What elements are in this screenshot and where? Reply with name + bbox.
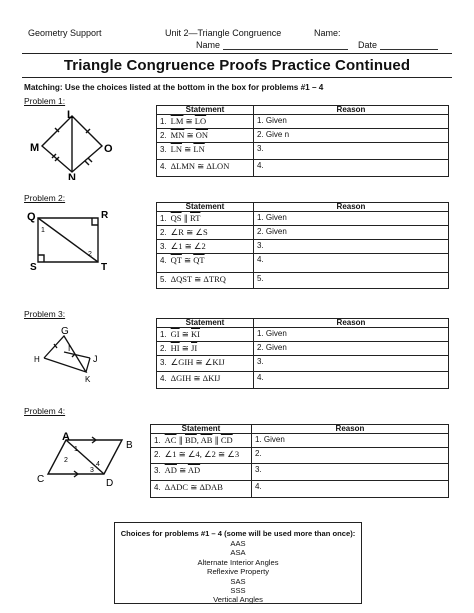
problem-2-table — [156, 202, 449, 289]
choice-item: Alternate Interior Angles — [197, 557, 279, 567]
figure-label: K — [85, 375, 91, 384]
table-header-row — [157, 319, 449, 328]
choice-item: AAS — [230, 539, 246, 548]
figure-label: C — [37, 474, 45, 485]
step-number: 1. — [160, 330, 167, 339]
reason-cell[interactable]: 2. Given — [254, 226, 449, 240]
step-number: 2. — [154, 450, 161, 459]
problem-2-label: Problem 2: — [24, 193, 66, 203]
statement-cell — [151, 481, 252, 498]
problem-1-figure — [24, 108, 120, 180]
statement-cell — [157, 372, 254, 389]
statement-text: ≅ — [176, 465, 188, 475]
name-field[interactable] — [196, 40, 348, 50]
date-blank[interactable] — [380, 49, 438, 50]
segment-name: $\overline{AD}$ — [187, 465, 201, 475]
segment-name: $\overline{AB}$ — [200, 435, 213, 445]
step-number: 3. — [154, 466, 161, 475]
statement-text: ≅ — [182, 144, 194, 154]
statement-text: ΔLMN ≅ ΔLON — [170, 161, 230, 171]
segment-name: $\overline{GI}$ — [170, 329, 180, 339]
figure-label: N — [68, 172, 76, 180]
statement-text: ΔQST ≅ ΔTRQ — [170, 274, 226, 284]
statement-text: ≅ — [179, 329, 192, 339]
problem-4-figure — [30, 430, 142, 492]
table-row — [157, 129, 449, 143]
step-number: 2. — [160, 228, 167, 237]
step-number: 2. — [160, 344, 167, 353]
reason-cell[interactable]: 4. — [254, 372, 449, 389]
problem-4-label: Problem 4: — [24, 406, 66, 416]
statement-cell — [151, 434, 252, 448]
reason-cell[interactable]: 3. — [254, 143, 449, 160]
choice-item: SAS — [230, 576, 246, 586]
figure-label: S — [30, 262, 37, 272]
table-row — [157, 115, 449, 129]
choice-item: SSS — [230, 586, 246, 596]
figure-label: 1 — [74, 446, 78, 453]
statement-cell — [157, 254, 254, 273]
statement-cell — [151, 464, 252, 481]
reason-cell[interactable]: 2. Given — [254, 342, 449, 356]
statement-text: ∠1 ≅ ∠2 — [170, 241, 206, 251]
choice-item: Reflexive Property — [206, 567, 270, 577]
segment-name: $\overline{AD}$ — [164, 465, 177, 475]
page-title: Triangle Congruence Proofs Practice Continued — [63, 57, 411, 74]
table-row — [157, 356, 449, 372]
figure-label: 4 — [96, 461, 100, 468]
reason-cell[interactable]: 2. — [252, 448, 449, 464]
figure-label: O — [104, 143, 113, 155]
reason-cell[interactable]: 3. — [254, 240, 449, 254]
table-row — [157, 160, 449, 177]
statement-header: Statement — [157, 203, 254, 212]
statement-text: ∠GIH ≅ ∠KIJ — [170, 357, 225, 367]
statement-cell — [157, 273, 254, 289]
course-name: Geometry Support — [28, 28, 102, 38]
statement-text: ∥ — [181, 213, 191, 223]
step-number: 4. — [160, 162, 167, 171]
statement-cell — [157, 226, 254, 240]
choice-item: ASA — [230, 548, 246, 558]
step-number: 1. — [154, 436, 161, 445]
figure-label: Q — [27, 211, 36, 223]
statement-text: ≅ — [184, 130, 196, 140]
statement-text: ∠R ≅ ∠S — [170, 227, 208, 237]
name-blank[interactable] — [223, 49, 348, 50]
problem-4-table — [150, 424, 449, 498]
statement-header: Statement — [157, 319, 254, 328]
choices-box — [114, 522, 362, 604]
statement-cell — [151, 448, 252, 464]
problem-3-label: Problem 3: — [24, 309, 66, 319]
figure-label: D — [106, 478, 114, 489]
table-row — [157, 328, 449, 342]
segment-name: $\overline{ON}$ — [195, 130, 209, 140]
step-number: 4. — [154, 483, 161, 492]
table-row — [157, 143, 449, 160]
step-number: 1. — [160, 117, 167, 126]
table-row — [157, 342, 449, 356]
reason-header: Reason — [254, 203, 449, 212]
reason-cell[interactable]: 1. Given — [254, 115, 449, 129]
figure-label: 2 — [88, 251, 92, 258]
segment-name: $\overline{MN}$ — [170, 130, 185, 140]
name-label: Name — [196, 40, 221, 50]
table-row — [151, 464, 449, 481]
segment-name: $\overline{BD}$ — [184, 435, 197, 445]
segment-name: $\overline{QT}$ — [193, 255, 205, 265]
statement-text: ≅ — [181, 255, 194, 265]
reason-cell[interactable]: 3. — [252, 464, 449, 481]
table-row — [157, 372, 449, 389]
segment-name: $\overline{LO}$ — [194, 116, 207, 126]
step-number: 4. — [160, 374, 167, 383]
problem-3-figure — [32, 324, 104, 386]
reason-header: Reason — [254, 106, 449, 115]
reason-header: Reason — [252, 425, 449, 434]
table-row — [157, 254, 449, 273]
statement-text: , — [196, 435, 201, 445]
step-number: 1. — [160, 214, 167, 223]
segment-name: $\overline{AC}$ — [164, 435, 177, 445]
statement-cell — [157, 160, 254, 177]
step-number: 3. — [160, 242, 167, 251]
figure-label: 3 — [90, 467, 94, 474]
figure-label: A — [62, 431, 70, 443]
table-row — [151, 434, 449, 448]
table-header-row — [151, 425, 449, 434]
problem-1-table — [156, 105, 449, 177]
date-label: Date — [358, 40, 378, 50]
statement-cell — [157, 328, 254, 342]
segment-name: $\overline{RT}$ — [190, 213, 201, 223]
problem-3-table — [156, 318, 449, 389]
segment-name: $\overline{HI}$ — [170, 343, 180, 353]
table-row — [157, 226, 449, 240]
step-number: 5. — [160, 275, 167, 284]
reason-cell[interactable]: 1. Given — [254, 328, 449, 342]
figure-label: 1 — [41, 227, 45, 234]
figure-label: J — [93, 354, 98, 364]
date-field[interactable] — [358, 40, 438, 50]
step-number: 3. — [160, 358, 167, 367]
statement-text: ∥ — [176, 435, 185, 445]
instructions: Matching: Use the choices listed at the bottom in the box for problems #1 – 4 — [24, 83, 324, 92]
table-row — [151, 448, 449, 464]
reason-cell[interactable]: 4. — [254, 160, 449, 177]
reason-cell[interactable]: 1. Given — [252, 434, 449, 448]
statement-text: ΔADC ≅ ΔDAB — [164, 482, 223, 492]
reason-cell[interactable]: 4. — [252, 481, 449, 498]
problem-1-label: Problem 1: — [24, 96, 66, 106]
segment-name: $\overline{LN}$ — [193, 144, 205, 154]
statement-text: ∥ — [212, 435, 221, 445]
statement-text: ∠1 ≅ ∠4, ∠2 ≅ ∠3 — [164, 449, 240, 459]
figure-label: R — [101, 210, 109, 221]
statement-cell — [157, 212, 254, 226]
table-header-row — [157, 106, 449, 115]
reason-cell[interactable]: 3. — [254, 356, 449, 372]
statement-cell — [157, 129, 254, 143]
table-header-row — [157, 203, 449, 212]
step-number: 3. — [160, 145, 167, 154]
statement-cell — [157, 143, 254, 160]
step-number: 4. — [160, 256, 167, 265]
step-number: 2. — [160, 131, 167, 140]
segment-name: $\overline{LN}$ — [170, 144, 183, 154]
segment-name: $\overline{JI}$ — [191, 343, 198, 353]
figure-label: M — [30, 142, 40, 154]
figure-label: G — [61, 326, 69, 337]
segment-name: $\overline{QS}$ — [170, 213, 182, 223]
reason-cell[interactable]: 4. — [254, 254, 449, 273]
reason-cell[interactable]: 1. Given — [254, 212, 449, 226]
choice-item: Vertical Angles — [213, 595, 263, 605]
name-label-top: Name: — [314, 28, 341, 38]
reason-cell[interactable]: 2. Give n — [254, 129, 449, 143]
statement-header: Statement — [151, 425, 252, 434]
statement-text: ≅ — [183, 116, 195, 126]
segment-name: $\overline{CD}$ — [220, 435, 233, 445]
title-rule-top — [22, 53, 452, 54]
title-rule-bottom — [22, 77, 452, 78]
figure-label: H — [34, 355, 40, 364]
unit-title: Unit 2—Triangle Congruence — [165, 28, 282, 38]
statement-text: ≅ — [179, 343, 192, 353]
figure-label: T — [101, 262, 108, 272]
segment-name: $\overline{QT}$ — [170, 255, 182, 265]
statement-cell — [157, 356, 254, 372]
table-row — [157, 212, 449, 226]
statement-cell — [157, 342, 254, 356]
reason-cell[interactable]: 5. — [254, 273, 449, 289]
statement-header: Statement — [157, 106, 254, 115]
reason-header: Reason — [254, 319, 449, 328]
segment-name: $\overline{LM}$ — [170, 116, 184, 126]
statement-cell — [157, 115, 254, 129]
table-row — [151, 481, 449, 498]
statement-text: ΔGIH ≅ ΔKIJ — [170, 373, 221, 383]
figure-label: 2 — [64, 457, 68, 464]
figure-label: L — [67, 109, 74, 121]
figure-label: B — [126, 440, 133, 451]
table-row — [157, 240, 449, 254]
segment-name: $\overline{KI}$ — [191, 329, 201, 339]
statement-cell — [157, 240, 254, 254]
problem-2-figure — [26, 206, 118, 272]
figure-label: I — [68, 344, 71, 353]
choices-title: Choices for problems #1 – 4 (some will be used more than once): — [120, 529, 356, 538]
table-row — [157, 273, 449, 289]
